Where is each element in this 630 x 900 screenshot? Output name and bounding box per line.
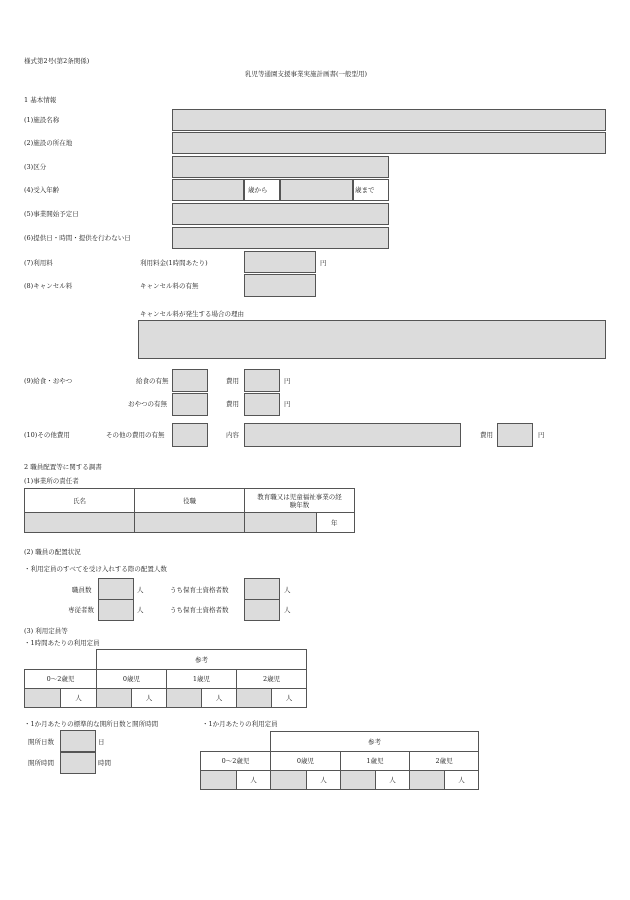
per-hour-label: ・1時間あたりの利用定員 <box>24 639 100 647</box>
staff-count-label: 職員数 <box>72 586 92 594</box>
snack-cost-label: 費用 <box>226 400 239 408</box>
meals-label: (9)給食・おやつ <box>24 377 73 385</box>
monthly-2-field[interactable] <box>410 771 445 790</box>
meal-yen-unit: 円 <box>284 377 291 385</box>
section1-heading: 1 基本情報 <box>24 96 57 104</box>
facility-name-field[interactable] <box>172 109 606 131</box>
open-days-label: 開所日数 <box>28 738 54 746</box>
cancel-sub-label: キャンセル料の有無 <box>140 282 199 290</box>
worker-count-unit: 人 <box>137 606 144 614</box>
open-hours-field[interactable] <box>60 752 96 774</box>
age-to-unit: 歳まで <box>355 186 375 194</box>
year-unit: 年 <box>317 513 355 533</box>
cancel-reason-field[interactable] <box>138 320 606 359</box>
other-yen-unit: 円 <box>538 431 545 439</box>
monthly-1-unit: 人 <box>376 771 410 790</box>
snack-yen-unit: 円 <box>284 400 291 408</box>
qualified-worker-field[interactable] <box>244 599 280 621</box>
worker-count-label: 専従者数 <box>68 606 94 614</box>
age-0-2-header: 0〜2歳児 <box>201 752 271 771</box>
days-hours-label: (6)提供日・時間・提供を行わない日 <box>24 234 131 242</box>
responsible-label: (1)事業所の責任者 <box>24 477 79 485</box>
responsible-position-field[interactable] <box>135 513 245 533</box>
qualified-worker-label: うち保育士資格者数 <box>170 606 229 614</box>
age-to-field[interactable] <box>280 179 353 201</box>
staff-note: ・利用定員のすべてを受け入れする際の配置人数 <box>24 565 167 573</box>
staff-label: (2) 職員の配置状況 <box>24 548 81 556</box>
other-cost-label: (10)その他費用 <box>24 431 70 439</box>
age-0-header: 0歳児 <box>271 752 341 771</box>
start-date-label: (5)事業開始予定日 <box>24 210 79 218</box>
monthly-0-2-unit: 人 <box>237 771 271 790</box>
age-0-header: 0歳児 <box>97 670 167 689</box>
open-hours-label: 開所時間 <box>28 759 54 767</box>
monthly-0-field[interactable] <box>271 771 307 790</box>
hourly-0-2-field[interactable] <box>25 689 61 708</box>
qualified-staff-field[interactable] <box>244 578 280 600</box>
age-from-field[interactable] <box>172 179 244 201</box>
meal-presence-label: 給食の有無 <box>136 377 169 385</box>
reference-header: 参考 <box>271 732 479 752</box>
fee-label: (7)利用料 <box>24 259 53 267</box>
hourly-0-field[interactable] <box>97 689 132 708</box>
snack-presence-label: おやつの有無 <box>128 400 167 408</box>
other-presence-label: その他の費用の有無 <box>106 431 165 439</box>
blank-cell <box>25 650 97 670</box>
age-1-header: 1歳児 <box>341 752 410 771</box>
responsible-table <box>24 488 355 533</box>
cancel-field[interactable] <box>244 274 316 297</box>
facility-address-field[interactable] <box>172 132 606 154</box>
monthly-0-unit: 人 <box>307 771 341 790</box>
qualified-staff-unit: 人 <box>284 586 291 594</box>
category-label: (3)区分 <box>24 163 47 171</box>
meal-presence-field[interactable] <box>172 369 208 392</box>
other-contents-label: 内容 <box>226 431 239 439</box>
meal-cost-field[interactable] <box>244 369 280 392</box>
staff-count-unit: 人 <box>137 586 144 594</box>
monthly-capacity-table <box>200 731 479 790</box>
hourly-2-unit: 人 <box>272 689 307 708</box>
form-number: 様式第2号(第2条関係) <box>24 57 90 65</box>
fee-field[interactable] <box>244 251 316 273</box>
section2-heading: 2 職員配置等に関する調書 <box>24 463 102 471</box>
col-years-header: 教育職又は児童福祉事業の経験年数 <box>245 489 355 513</box>
col-name-header: 氏名 <box>25 489 135 513</box>
hourly-0-2-unit: 人 <box>61 689 97 708</box>
hourly-1-field[interactable] <box>167 689 202 708</box>
monthly-capacity-label: ・1か月あたりの利用定員 <box>202 720 278 728</box>
age-1-header: 1歳児 <box>167 670 237 689</box>
hourly-1-unit: 人 <box>202 689 237 708</box>
staff-count-field[interactable] <box>98 578 134 600</box>
worker-count-field[interactable] <box>98 599 134 621</box>
cancel-reason-label: キャンセル料が発生する場合の理由 <box>140 310 244 318</box>
hourly-2-field[interactable] <box>237 689 272 708</box>
capacity-label: (3) 利用定員等 <box>24 627 68 635</box>
other-contents-field[interactable] <box>244 423 461 447</box>
blank-cell <box>201 732 271 752</box>
age-from-unit: 歳から <box>248 186 268 194</box>
age-2-header: 2歳児 <box>410 752 479 771</box>
start-date-field[interactable] <box>172 203 389 225</box>
category-field[interactable] <box>172 156 389 178</box>
cancel-label: (8)キャンセル料 <box>24 282 73 290</box>
monthly-standard-label: ・1か月あたりの標準的な開所日数と開所時間 <box>24 720 159 728</box>
monthly-1-field[interactable] <box>341 771 376 790</box>
open-days-field[interactable] <box>60 730 96 752</box>
other-presence-field[interactable] <box>172 423 208 447</box>
snack-presence-field[interactable] <box>172 393 208 416</box>
age-2-header: 2歳児 <box>237 670 307 689</box>
fee-yen-unit: 円 <box>320 259 327 267</box>
open-days-unit: 日 <box>98 738 105 746</box>
qualified-worker-unit: 人 <box>284 606 291 614</box>
reference-header: 参考 <box>97 650 307 670</box>
page-title: 乳児等通園支援事業実施計画書(一般型用) <box>245 70 368 78</box>
facility-address-label: (2)施設の所在地 <box>24 139 73 147</box>
other-cost-field[interactable] <box>497 423 533 447</box>
hourly-0-unit: 人 <box>132 689 167 708</box>
per-hour-capacity-table <box>24 649 307 708</box>
facility-name-label: (1)施設名称 <box>24 116 60 124</box>
meal-cost-label: 費用 <box>226 377 239 385</box>
qualified-staff-label: うち保育士資格者数 <box>170 586 229 594</box>
days-hours-field[interactable] <box>172 227 389 249</box>
responsible-name-field[interactable] <box>25 513 135 533</box>
snack-cost-field[interactable] <box>244 393 280 416</box>
responsible-years-field[interactable] <box>245 513 317 533</box>
other-cost-sub-label: 費用 <box>480 431 493 439</box>
monthly-2-unit: 人 <box>445 771 479 790</box>
monthly-0-2-field[interactable] <box>201 771 237 790</box>
open-hours-unit: 時間 <box>98 759 111 767</box>
col-position-header: 役職 <box>135 489 245 513</box>
age-label: (4)受入年齢 <box>24 186 60 194</box>
age-0-2-header: 0〜2歳児 <box>25 670 97 689</box>
fee-sub-label: 利用料金(1時間あたり) <box>140 259 208 267</box>
